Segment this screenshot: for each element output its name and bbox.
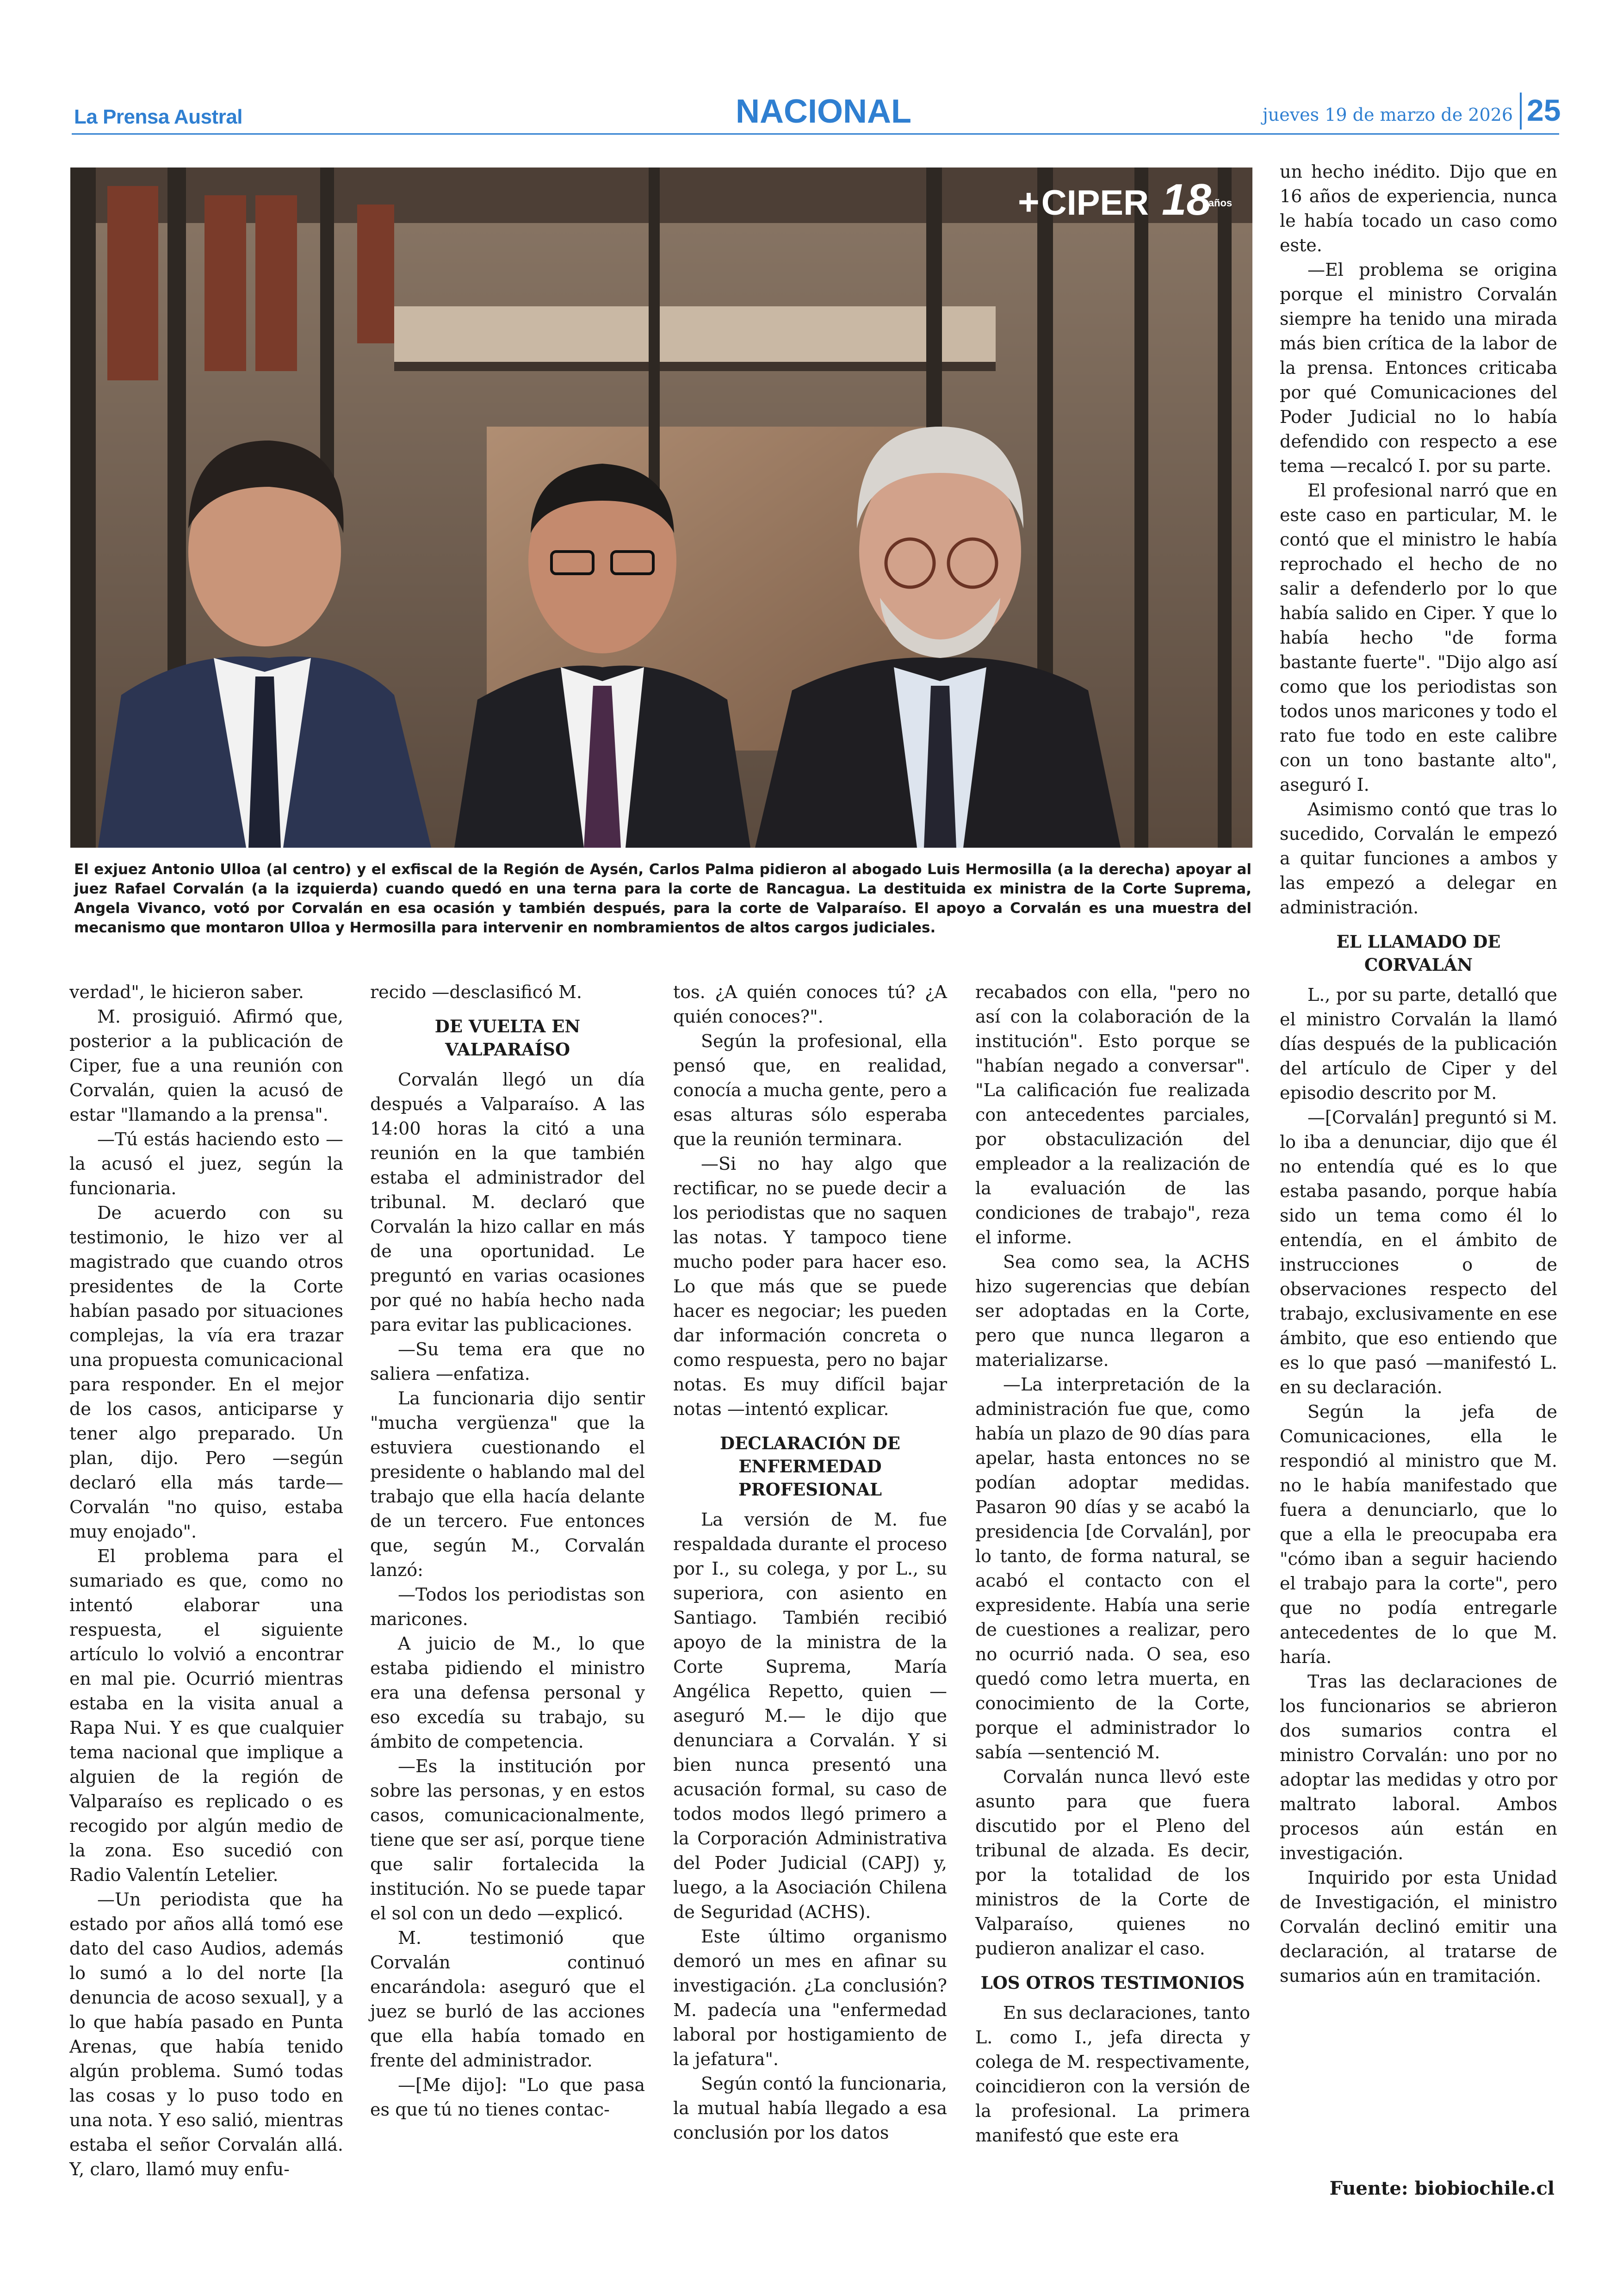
subheading: DECLARACIÓN DE ENFERMEDAD PROFESIONAL [720, 1433, 900, 1500]
paragraph: Este último organismo demoró un mes en afinar su investigación. ¿La conclusión? M. padecía una "enfermedad laboral por hostigamiento de la jefatura". [673, 1926, 947, 2069]
paragraph: El problema para el sumariado es que, como no intentó elaborar una respuesta, el siguiente artículo lo volvió a encontrar en mal pie. Ocurrió mientras estaba en la visita anual a Rapa Nui. Y es que cualquier tema nacional que implique a alguien de la región de Valparaíso es replicado o es recogido por algún medio de la zona. Eso sucedió con Radio Valentín Letelier. [69, 1546, 343, 1885]
article-column-5 [1280, 160, 1557, 1988]
article-column-3 [673, 980, 947, 2145]
paragraph: —Su tema era que no saliera —enfatiza. [370, 1339, 645, 1384]
source-credit: Fuente: biobiochile.cl [1329, 2178, 1555, 2199]
paragraph: Inquirido por esta Unidad de Investigación, el ministro Corvalán declinó emitir una declaración, al tratarse de sumarios aún en tramitación. [1280, 1868, 1557, 1986]
paragraph: M. testimonió que Corvalán continuó encarándola: aseguró que el juez se burló de las acciones que ella había tomado en frente del administrador. [370, 1928, 645, 2071]
paragraph: El profesional narró que en este caso en particular, M. le contó que el ministro le había reprochado el hecho de no salir a defenderlo por lo que había salido en Ciper. Y que lo había hecho "de forma bastante fuerte". "Dijo algo así como que los periodistas son todos unos maricones y todo el rato fue todo en este calibre con un tono bastante alto", aseguró I. [1280, 480, 1557, 795]
paragraph: —La interpretación de la administración fue que, como había un plazo de 90 días para apelar, hasta entonces no se podían adoptar medidas. Pasaron 90 días y se acabó la presidencia [de Corvalán], por lo tanto, de forma natural, se acabó el contacto con el expresidente. Había una serie de cuestiones a realizar, pero no ocurrió nada. O sea, eso quedó como letra muerta, en conocimiento de la Corte, porque el administrador lo sabía —sentenció M. [975, 1374, 1250, 1762]
paragraph: —Es la institución por sobre las personas, y en estos casos, comunicacionalmente, tiene que ser así, porque tiene que salir fortalecida la institución. No se puede tapar el sol con un dedo —explicó. [370, 1756, 645, 1924]
paragraph: Según la jefa de Comunicaciones, ella le respondió al ministro que M. no le había manifestado que fuera a denunciarlo, que lo que a ella le preocupaba era "cómo iban a seguir haciendo el trabajo para la corte", pero que no podía entregarle antecedentes de lo que M. haría. [1280, 1402, 1557, 1667]
paragraph: A juicio de M., lo que estaba pidiendo el ministro era una defensa personal y eso excedía su trabajo, su ámbito de competencia. [370, 1633, 645, 1752]
paragraph: recido —desclasificó M. [370, 982, 582, 1002]
subheading: LOS OTROS TESTIMONIOS [980, 1973, 1245, 1993]
article-column-2 [370, 980, 645, 2122]
paragraph: —[Me dijo]: "Lo que pasa es que tú no tienes contac- [370, 2075, 645, 2120]
paragraph: Corvalán nunca llevó este asunto para que fuera discutido por el Pleno del tribunal de alzada. Es decir, por la totalidad de los ministros de la Corte de Valparaíso, quienes no pudieron analizar el caso. [975, 1767, 1250, 1959]
subheading: DE VUELTA EN VALPARAÍSO [434, 1016, 581, 1060]
paragraph: —Tú estás haciendo esto —la acusó el juez, según la funcionaria. [69, 1129, 343, 1198]
section-title: NACIONAL [736, 93, 911, 130]
paragraph: Tras las declaraciones de los funcionarios se abrieron dos sumarios contra el ministro Corvalán: uno por no adoptar las medidas y otro por maltrato laboral. Ambos procesos aún están en investigación. [1280, 1671, 1557, 1863]
paragraph: En sus declaraciones, tanto L. como I., jefa directa y colega de M. respectivamente, coincidieron con la versión de la profesional. La primera manifestó que este era [975, 2003, 1250, 2146]
paragraph: un hecho inédito. Dijo que en 16 años de experiencia, nunca le había tocado un caso como este. [1280, 161, 1557, 255]
page-number: 25 [1527, 93, 1561, 127]
issue-date: jueves 19 de marzo de 2026 [1262, 105, 1513, 125]
paragraph: Asimismo contó que tras lo sucedido, Corvalán le empezó a quitar funciones a ambos y las empezó a delegar en administración. [1280, 799, 1557, 918]
paragraph: recabados con ella, "pero no así con la colaboración de la institución". Esto porque se "habían negado a conversar". "La calificación fue realizada con antecedentes parciales, por obstaculización del empleador a la realización de la evaluación de las condiciones de trabajo", reza el informe. [975, 982, 1250, 1247]
paragraph: Corvalán llegó un día después a Valparaíso. A las 14:00 horas la citó a una reunión en la que también estaba el administrador del tribunal. M. declaró que Corvalán la hizo callar en más de una oportunidad. Le preguntó en varias ocasiones por qué no había hecho nada para evitar las publicaciones. [370, 1069, 645, 1335]
paragraph: tos. ¿A quién conoces tú? ¿A quién conoces?". [673, 982, 947, 1027]
paragraph: —El problema se origina porque el ministro Corvalán siempre ha tenido una mirada más bien crítica de la labor de la prensa. Entonces criticaba por qué Comunicaciones del Poder Judicial no lo había defendido con respecto a ese tema —recalcó I. por su parte. [1280, 260, 1557, 476]
paragraph: L., por su parte, detalló que el ministro Corvalán la llamó días después de la publicación del artículo de Ciper y del episodio descrito por M. [1280, 985, 1557, 1103]
photo-illustration [70, 168, 1252, 848]
paragraph: verdad", le hicieron saber. [69, 982, 304, 1002]
header-rule [72, 133, 1559, 135]
paragraph: Según la profesional, ella pensó que, en realidad, conocía a mucha gente, pero a esas alturas sólo esperaba que la reunión terminara. [673, 1031, 947, 1149]
paragraph: De acuerdo con su testimonio, le hizo ver al magistrado que cuando otros presidentes de la Corte habían pasado por situaciones complejas, la vía era trazar una propuesta comunicacional para responder. En el mejor de los casos, anticiparse y tener algo preparado. Un plan, dijo. Pero —según declaró ella más tarde— Corvalán "no quiso, estaba muy enojado". [69, 1203, 343, 1542]
header-separator [1520, 93, 1522, 130]
paragraph: —[Corvalán] preguntó si M. lo iba a denunciar, dijo que él no entendía qué es lo que estaba pasando, porque había sido un tema como él lo entendía, en el ámbito de instrucciones o de observaciones respecto del trabajo, exclusivamente en ese ámbito, que eso entiendo que es lo que pasó —manifestó L. en su declaración. [1280, 1107, 1557, 1397]
article-column-1 [69, 980, 343, 2182]
paragraph: —Todos los periodistas son maricones. [370, 1584, 645, 1629]
paragraph: Sea como sea, la ACHS hizo sugerencias que debían ser adoptadas en la Corte, pero que nunca llegaron a materializarse. [975, 1252, 1250, 1370]
photo-caption: El exjuez Antonio Ulloa (al centro) y el exfiscal de la Región de Aysén, Carlos Palma pidieron al abogado Luis Hermosilla (a la derecha) apoyar al juez Rafael Corvalán (a la izquierda) cuando quedó en una terna para la corte de Rancagua. La destituida ex ministra de la Corte Suprema, Angela Vivanco, votó por Corvalán en esa ocasión y también después, para la corte de Valparaíso. El apoyo a Corvalán es una muestra del mecanismo que montaron Ulloa y Hermosilla para intervenir en nombramientos de altos cargos judiciales. [74, 861, 1251, 936]
subheading: EL LLAMADO DE CORVALÁN [1336, 931, 1501, 975]
paragraph: —Un periodista que ha estado por años allá tomó ese dato del caso Audios, además lo sumó a lo del norte [la denuncia de acoso sexual], y a lo que había pasado en Punta Arenas, que había tenido algún problema. Sumó todas las cosas y lo puso todo en una nota. Y eso salió, mientras estaba el señor Corvalán allá. Y, claro, llamó muy enfu- [69, 1889, 343, 2179]
paragraph: Según contó la funcionaria, la mutual había llegado a esa conclusión por los datos [673, 2073, 947, 2143]
paragraph: La versión de M. fue respaldada durante el proceso por I., su colega, y por L., su superiora, con asiento en Santiago. También recibió apoyo de la ministra de la Corte Suprema, María Angélica Repetto, quien —aseguró M.— le dijo que denunciara a Corvalán. Y si bien nunca presentó una acusación formal, su caso de todos modos llegó primero a la Corporación Administrativa del Poder Judicial (CAPJ) y, luego, a la Asociación Chilena de Seguridad (ACHS). [673, 1509, 947, 1922]
article-column-4 [975, 980, 1250, 2148]
ciper-logo: +CIPER 18años [1018, 175, 1233, 224]
newspaper-brand: La Prensa Austral [74, 105, 243, 128]
paragraph: La funcionaria dijo sentir "mucha vergüenza" que la estuviera cuestionando el presidente o hablando mal del trabajo que ella hacía delante de un tercero. Fue entonces que, según M., Corvalán lanzó: [370, 1388, 645, 1580]
lead-photo [70, 168, 1252, 848]
paragraph: M. prosiguió. Afirmó que, posterior a la publicación de Ciper, fue a una reunión con Corvalán, quien la acusó de estar "llamando a la prensa". [69, 1006, 343, 1125]
paragraph: —Si no hay algo que rectificar, no se puede decir a los periodistas que no saquen las notas. Y tampoco tiene mucho poder para hacer eso. Lo que más que se puede hacer es negociar; les pueden dar información concreta o como respuesta, pero no bajar notas. Es muy difícil bajar notas —intentó explicar. [673, 1154, 947, 1419]
